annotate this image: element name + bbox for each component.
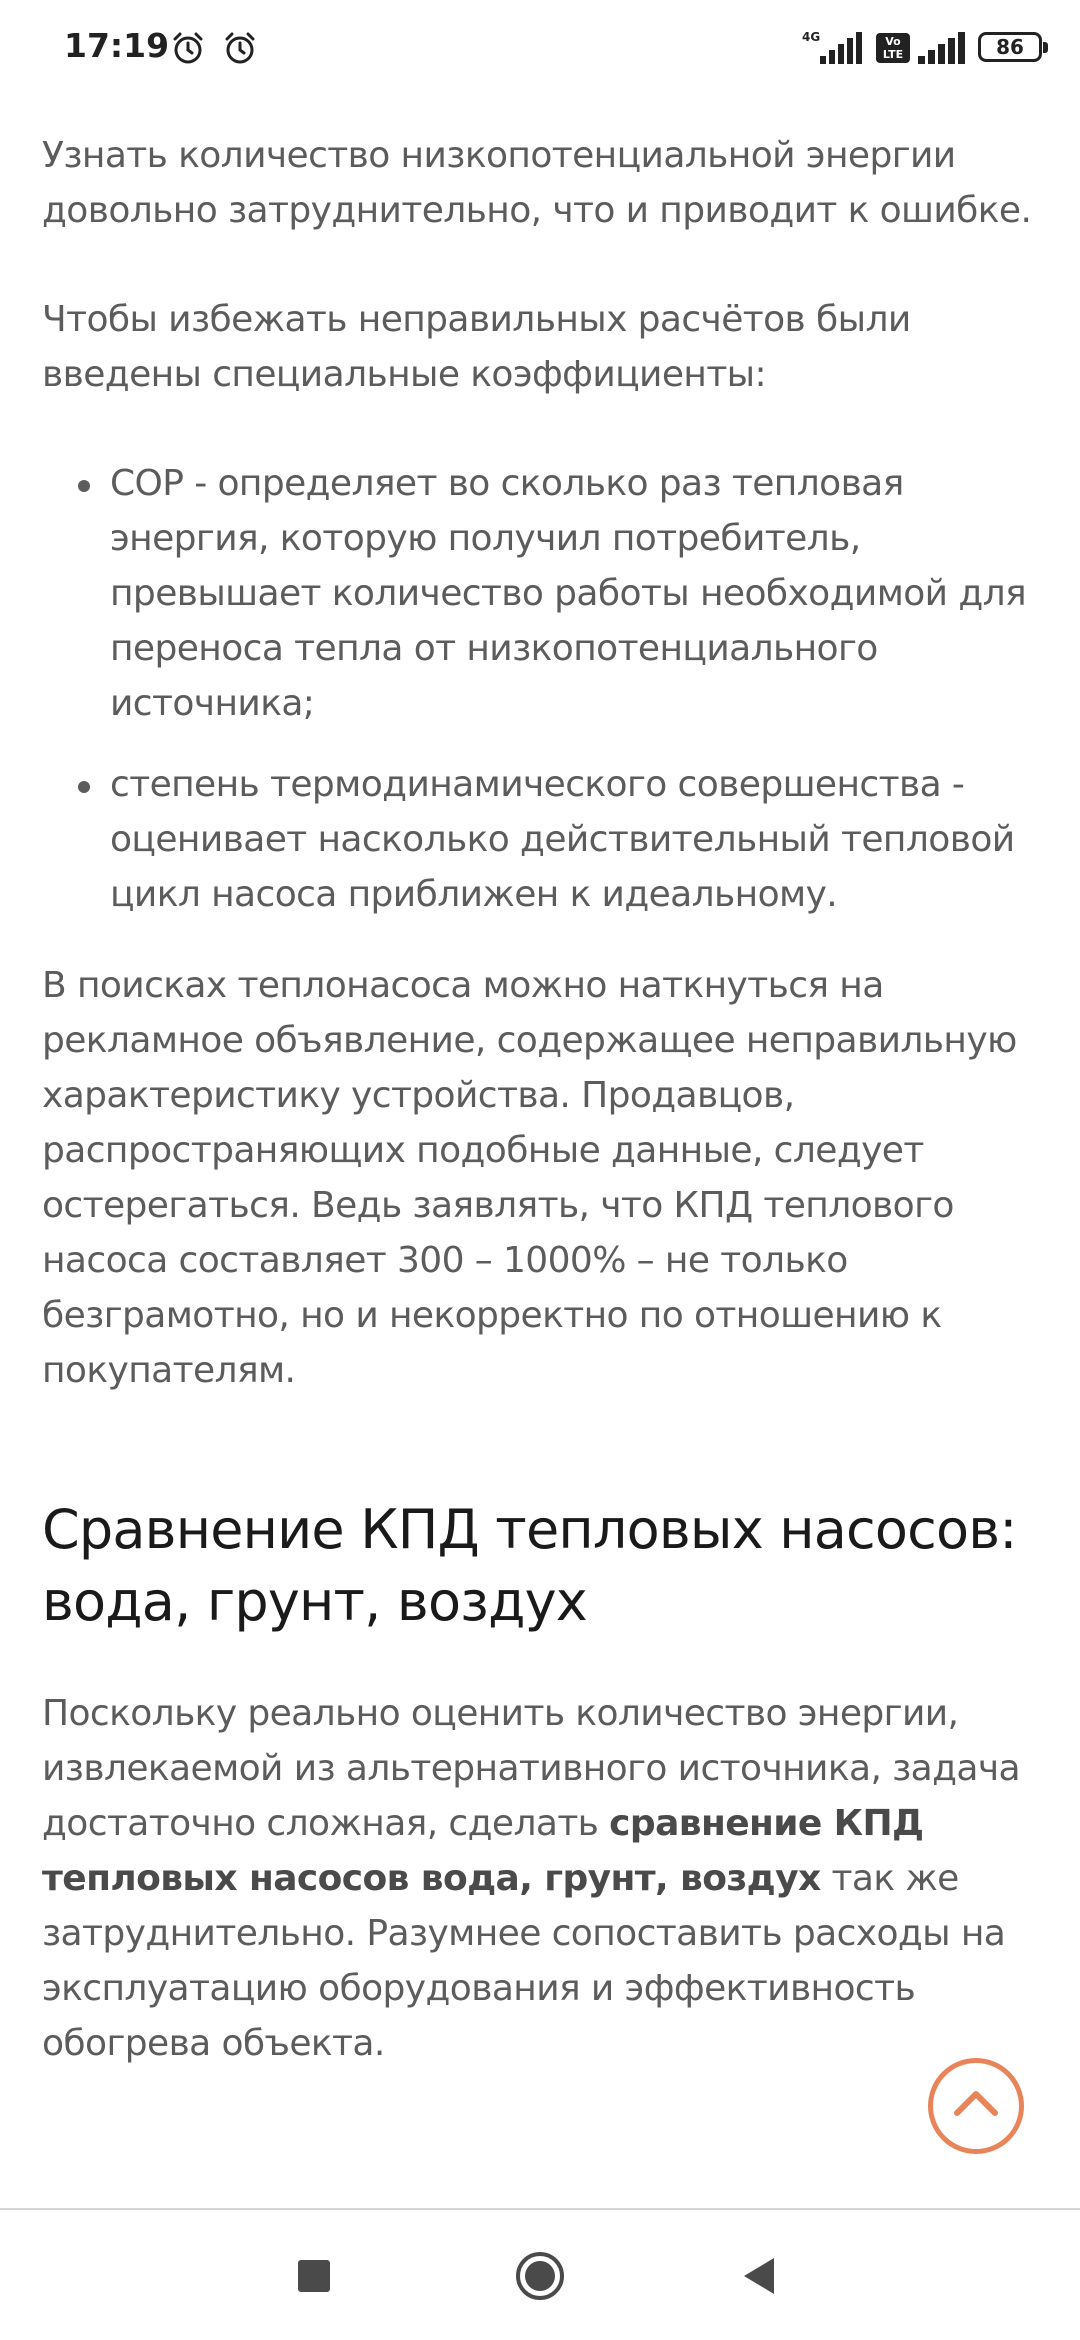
article-paragraph: Чтобы избежать неправильных расчётов были введены специальные коэффициенты:	[42, 299, 911, 395]
paragraph-text: так же затруднительно. Разумнее сопоставить расходы на эксплуатацию оборудования и эффективность обогрева объекта.	[42, 1858, 1006, 2064]
bullet-dot-icon	[78, 781, 90, 793]
battery-level: 86	[996, 35, 1024, 59]
paragraph-text: Поскольку реально оценить количество энергии, извлекаемой из альтернативного источника, задача достаточно сложная, сделать	[42, 1693, 1021, 1844]
article-paragraph: Узнать количество низкопотенциальной энергии довольно затруднительно, что и приводит к ошибке.	[42, 135, 1032, 231]
list-item	[42, 757, 1042, 922]
home-button[interactable]	[480, 2210, 600, 2340]
status-time: 17:19	[64, 26, 170, 65]
battery-icon	[978, 32, 1042, 62]
bullet-dot-icon	[78, 480, 90, 492]
network-type-label: 4G	[802, 30, 821, 44]
back-icon	[738, 2254, 782, 2298]
list-item-text: COP - определяет во сколько раз тепловая энергия, которую получил потребитель, превышает количество работы необходимой для переноса тепла от низкопотенциального источника;	[110, 463, 1027, 724]
recent-apps-button[interactable]	[254, 2210, 374, 2340]
signal-4g-icon	[800, 28, 866, 68]
section-heading: Сравнение КПД тепловых насосов: вода, грунт, воздух	[42, 1498, 1017, 1633]
coefficient-list	[42, 456, 1042, 922]
article-paragraph	[42, 1686, 1042, 2071]
article-paragraph: В поисках теплонасоса можно наткнуться на рекламное объявление, содержащее неправильную характеристику устройства. Продавцов, распространяющих подобные данные, следует остерегаться. Ведь заявлять, что КПД теплового насоса составляет 300 – 1000% – не только безграмотно, но и некорректно по отношению к покупателям.	[42, 965, 1017, 1391]
signal-icon	[916, 30, 968, 66]
bold-phrase: сравнение КПД тепловых насосов вода, грунт, воздух	[42, 1803, 924, 1899]
back-button[interactable]	[700, 2210, 820, 2340]
status-bar	[0, 0, 1080, 100]
alarm-clock-icon	[170, 30, 206, 66]
recent-apps-icon	[292, 2254, 336, 2298]
system-nav-bar	[0, 2210, 1080, 2340]
home-icon	[514, 2250, 566, 2302]
scroll-to-top-button[interactable]	[928, 2058, 1024, 2154]
chevron-up-icon	[951, 2085, 1001, 2121]
list-item-text: степень термодинамического совершенства - оценивает насколько действительный тепловой цикл насоса приближен к идеальному.	[110, 764, 1015, 915]
article-content	[42, 128, 1042, 2125]
volte-icon: Vo LTE	[876, 33, 910, 63]
alarm-clock-icon	[222, 30, 258, 66]
list-item	[42, 456, 1042, 731]
